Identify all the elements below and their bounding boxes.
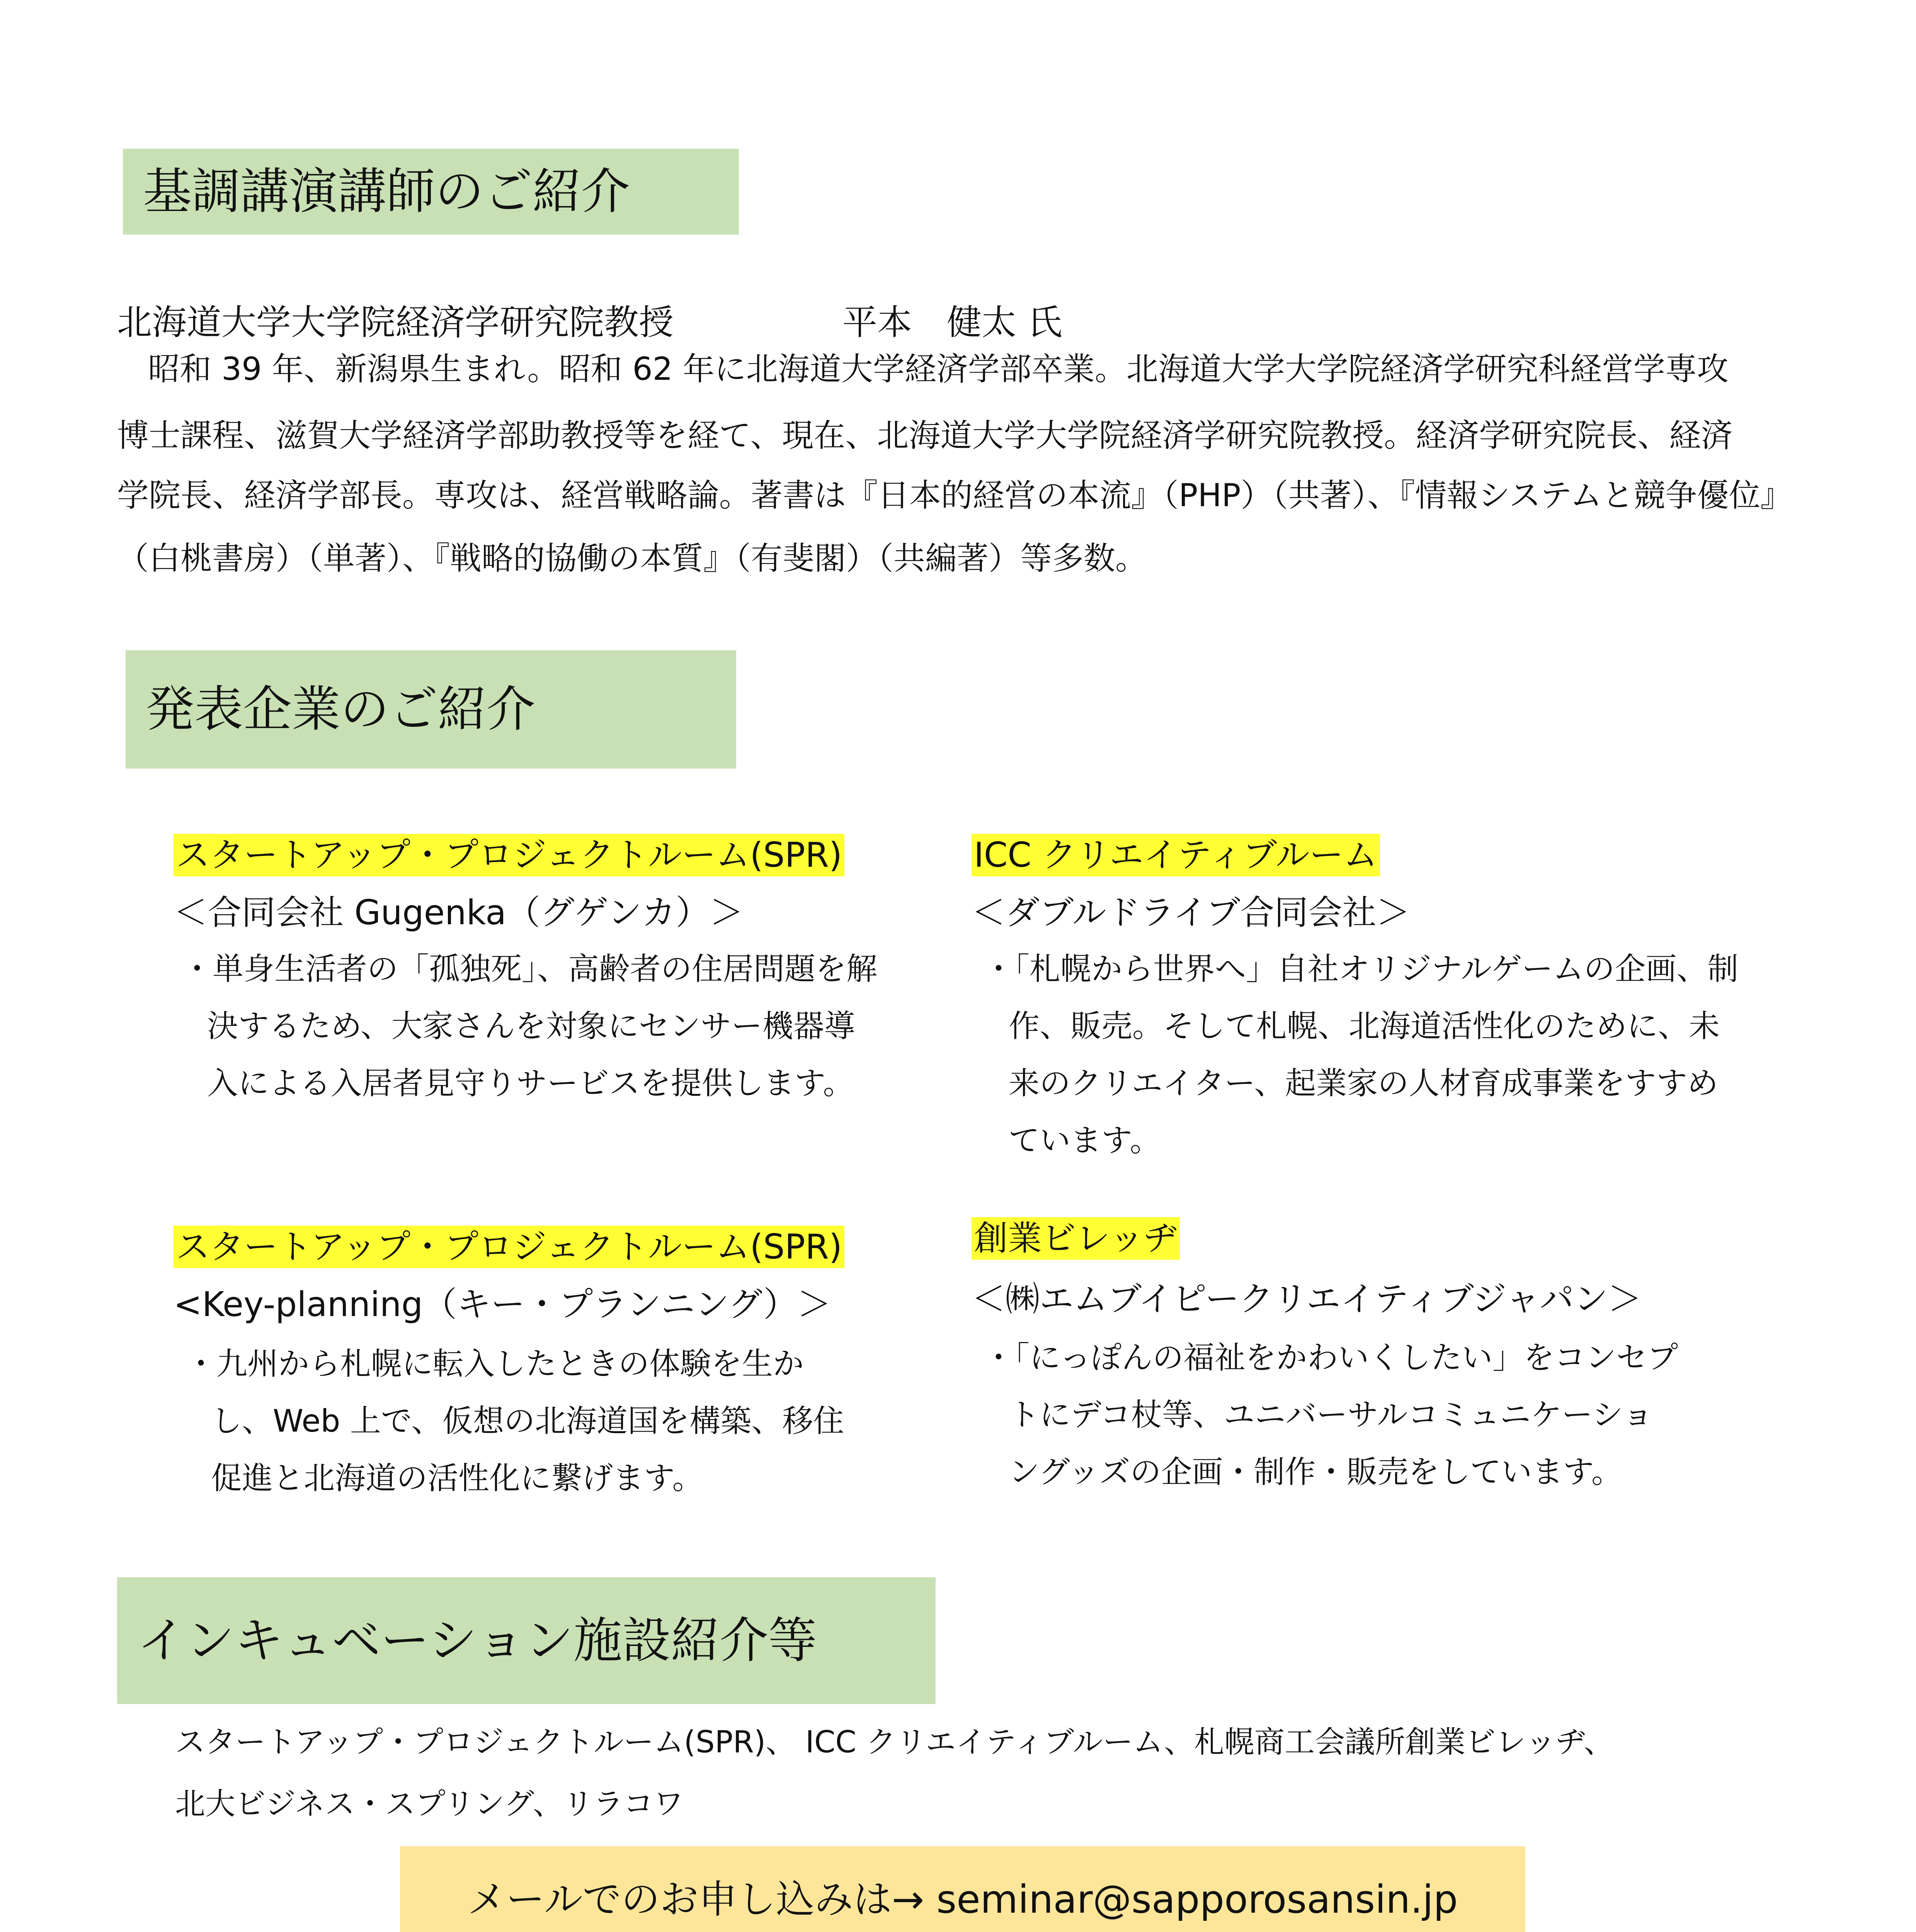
incubation-heading-text: インキュベーション施設紹介等 (137, 1612, 817, 1669)
companies-heading-text: 発表企業のご紹介 (146, 681, 535, 738)
facility-list-line: 北大ビジネス・スプリング、リラコワ (175, 1787, 684, 1821)
desc-line: ・「にっぽんの福祉をかわいくしたい」をコンセプ (983, 1340, 1678, 1376)
facility-label: ICC クリエイティブルーム (972, 834, 1380, 876)
company-name: <Key-planning（キー・プランニング）＞ (174, 1284, 832, 1324)
incubation-heading (117, 1577, 936, 1704)
company-description (983, 940, 1738, 1169)
desc-line: 来のクリエイター、起業家の人材育成事業をすすめ (1009, 1065, 1718, 1101)
desc-line: ・九州から札幌に転入したときの体験を生か (185, 1346, 804, 1382)
desc-line: 入による入居者見守りサービスを提供します。 (207, 1065, 854, 1101)
desc-line: ています。 (1009, 1122, 1161, 1158)
speaker-affiliation: 北海道大学大学院経済学研究院教授 (117, 302, 674, 343)
desc-line: ングッズの企画・制作・販売をしています。 (1009, 1454, 1622, 1490)
contact-box (400, 1846, 1525, 1932)
facility-label: 創業ビレッヂ (972, 1217, 1180, 1260)
bio-line: 昭和 39 年、新潟県生まれ。昭和 62 年に北海道大学経済学部卒業。北海道大学大学院経済学研究科経営学専攻 (148, 351, 1729, 388)
company-name: ＜ダブルドライブ合同会社＞ (972, 893, 1411, 932)
email-contact: メールでのお申し込みは→ seminar@sapporosansin.jp (467, 1877, 1458, 1922)
speaker-name: 平本 健太 氏 (842, 302, 1062, 343)
facility-label: スタートアップ・プロジェクトルーム(SPR) (174, 1226, 844, 1268)
desc-line: トにデコ杖等、ユニバーサルコミュニケーショ (1009, 1397, 1653, 1433)
desc-line: ・単身生活者の「孤独死」、高齢者の住居問題を解 (182, 951, 877, 987)
bio-line: 博士課程、滋賀大学経済学部助教授等を経て、現在、北海道大学大学院経済学研究院教授。経済学研究院長、経済 (117, 417, 1733, 454)
company-description (185, 1335, 844, 1507)
desc-line: ・「札幌から世界へ」自社オリジナルゲームの企画、制 (983, 951, 1739, 987)
bio-line: 学院長、経済学部長。専攻は、経営戦略論。著書は『日本的経営の本流』（PHP）（共著）、『情報システムと競争優位』 (117, 477, 1792, 514)
desc-line: し、Web 上で、仮想の北海道国を構築、移住 (211, 1403, 844, 1439)
companies-heading (126, 650, 736, 769)
facility-label: スタートアップ・プロジェクトルーム(SPR) (174, 834, 844, 876)
keynote-heading (123, 149, 739, 235)
bio-line: （白桃書房）（単著）、『戦略的協働の本質』（有斐閣）（共編著）等多数。 (117, 540, 1147, 577)
company-name: ＜合同会社 Gugenka（グゲンカ）＞ (174, 893, 744, 932)
keynote-heading-text: 基調講演講師のご紹介 (143, 163, 630, 220)
desc-line: 作、販売。そして札幌、北海道活性化のために、未 (1009, 1008, 1720, 1044)
desc-line: 促進と北海道の活性化に繋げます。 (211, 1460, 703, 1496)
company-description (182, 940, 877, 1112)
company-description (983, 1329, 1678, 1501)
desc-line: 決するため、大家さんを対象にセンサー機器導 (207, 1008, 855, 1044)
company-name: ＜㈱エムブイピークリエイティブジャパン＞ (972, 1279, 1642, 1319)
facility-list-line: スタートアップ・プロジェクトルーム(SPR)、 ICC クリエイティブルーム、札幌商工会議所創業ビレッヂ、 (175, 1725, 1614, 1760)
